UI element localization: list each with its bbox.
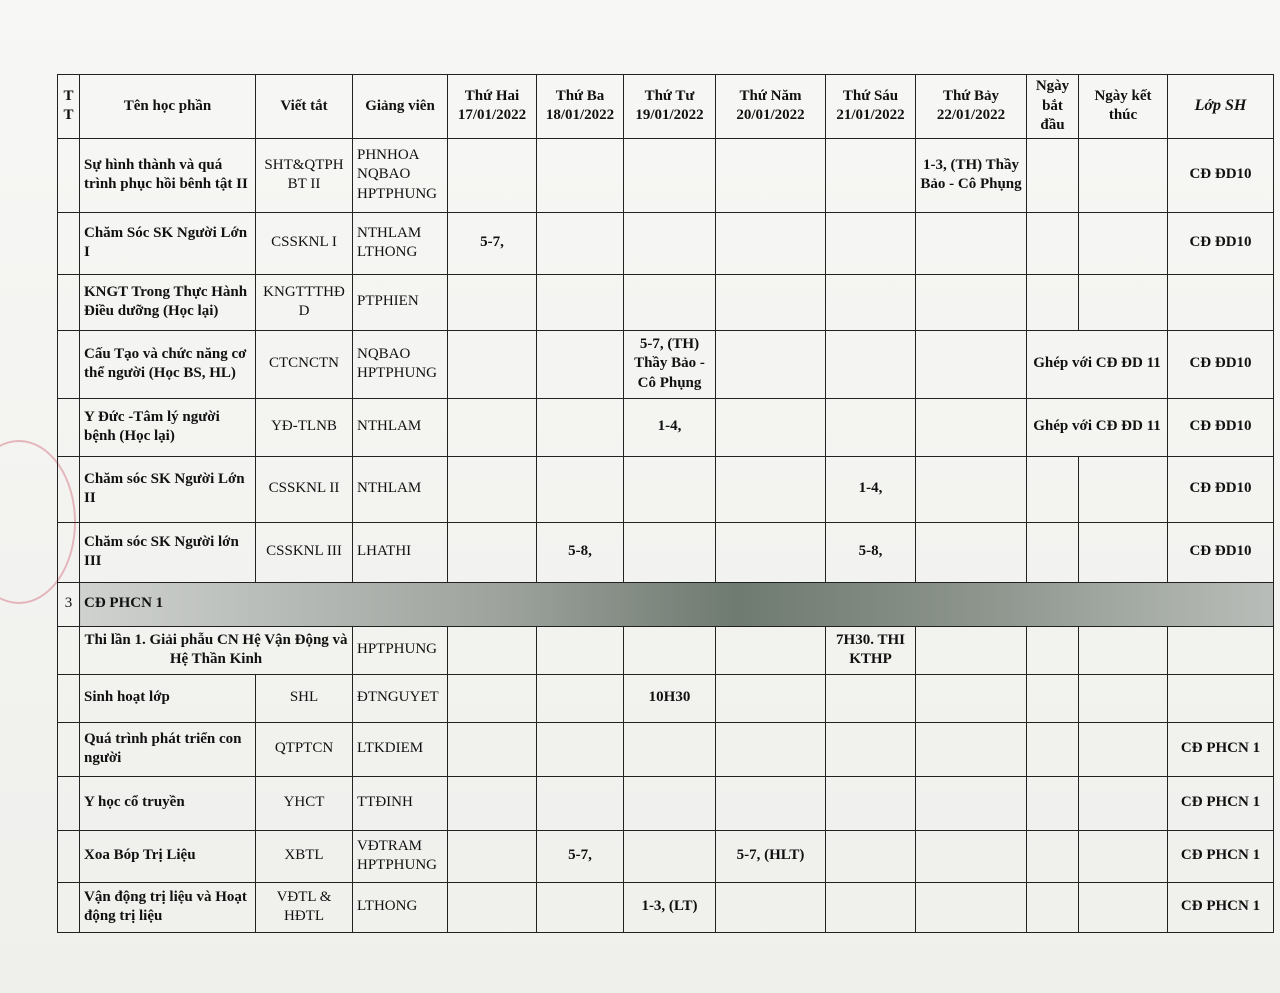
day-4-slot xyxy=(716,138,826,212)
day-4-slot xyxy=(716,212,826,274)
section-name: CĐ PHCN 1 xyxy=(80,582,1274,626)
end-date xyxy=(1079,522,1168,582)
day-6-slot xyxy=(916,830,1027,882)
day-5-slot xyxy=(826,882,916,932)
row-tt xyxy=(58,398,80,456)
lecturer: NQBAO HPTPHUNG xyxy=(353,330,448,398)
day-1-slot xyxy=(448,138,537,212)
course-abbr: SHT&QTPH BT II xyxy=(256,138,353,212)
class-code: CĐ ĐD10 xyxy=(1168,138,1274,212)
day-5-slot xyxy=(826,274,916,330)
day-2-slot: 5-8, xyxy=(537,522,624,582)
day-1-slot xyxy=(448,830,537,882)
day-6-slot: 1-3, (TH) Thầy Bảo - Cô Phụng xyxy=(916,138,1027,212)
day-2-slot xyxy=(537,212,624,274)
header-day-5: Thứ Sáu 21/01/2022 xyxy=(826,75,916,139)
class-code: CĐ ĐD10 xyxy=(1168,212,1274,274)
day-3-slot xyxy=(624,722,716,776)
day-3-slot xyxy=(624,830,716,882)
start-date xyxy=(1027,674,1079,722)
course-abbr: VĐTL & HĐTL xyxy=(256,882,353,932)
day-5-slot xyxy=(826,398,916,456)
day-5-slot xyxy=(826,212,916,274)
day-4-slot xyxy=(716,456,826,522)
day-3-slot: 5-7, (TH) Thầy Bảo - Cô Phụng xyxy=(624,330,716,398)
day-3-slot: 1-3, (LT) xyxy=(624,882,716,932)
course-name: Chăm sóc SK Người Lớn II xyxy=(80,456,256,522)
header-viet-tat: Viết tắt xyxy=(256,75,353,139)
table-row xyxy=(58,456,1274,522)
header-ngay-ket-thuc: Ngày kết thúc xyxy=(1079,75,1168,139)
lecturer: NTHLAM LTHONG xyxy=(353,212,448,274)
day-4-slot xyxy=(716,274,826,330)
row-tt xyxy=(58,626,80,674)
course-abbr: CSSKNL I xyxy=(256,212,353,274)
day-6-slot xyxy=(916,398,1027,456)
lecturer: HPTPHUNG xyxy=(353,626,448,674)
course-abbr: KNGTTTHĐ D xyxy=(256,274,353,330)
start-date xyxy=(1027,830,1079,882)
day-2-slot xyxy=(537,274,624,330)
day-6-slot xyxy=(916,722,1027,776)
course-name: Chăm Sóc SK Người Lớn I xyxy=(80,212,256,274)
course-abbr: YHCT xyxy=(256,776,353,830)
day-3-slot xyxy=(624,274,716,330)
class-code xyxy=(1168,674,1274,722)
section-number: 3 xyxy=(58,582,80,626)
day-2-slot xyxy=(537,722,624,776)
table-row xyxy=(58,882,1274,932)
day-3-slot xyxy=(624,776,716,830)
day-2-slot xyxy=(537,138,624,212)
class-code: CĐ ĐD10 xyxy=(1168,456,1274,522)
row-tt xyxy=(58,212,80,274)
table-row xyxy=(58,212,1274,274)
day-5-slot xyxy=(826,674,916,722)
lecturer: PHNHOA NQBAO HPTPHUNG xyxy=(353,138,448,212)
day-5-slot: 5-8, xyxy=(826,522,916,582)
start-date xyxy=(1027,776,1079,830)
course-name: KNGT Trong Thực Hành Điều dưỡng (Học lại) xyxy=(80,274,256,330)
row-tt xyxy=(58,722,80,776)
lecturer: PTPHIEN xyxy=(353,274,448,330)
class-code: CĐ ĐD10 xyxy=(1168,330,1274,398)
day-6-slot xyxy=(916,522,1027,582)
day-3-slot: 1-4, xyxy=(624,398,716,456)
day-4-slot xyxy=(716,626,826,674)
day-1-slot xyxy=(448,522,537,582)
day-2-slot xyxy=(537,398,624,456)
day-5-slot xyxy=(826,830,916,882)
course-name: Cấu Tạo và chức năng cơ thể người (Học BS, HL) xyxy=(80,330,256,398)
day-1-slot xyxy=(448,626,537,674)
day-5-slot: 7H30. THI KTHP xyxy=(826,626,916,674)
day-4-slot xyxy=(716,722,826,776)
course-abbr: CTCNCTN xyxy=(256,330,353,398)
day-4-slot xyxy=(716,522,826,582)
end-date xyxy=(1079,776,1168,830)
day-2-slot xyxy=(537,776,624,830)
day-4-slot xyxy=(716,330,826,398)
day-6-slot xyxy=(916,330,1027,398)
table-row xyxy=(58,722,1274,776)
lecturer: NTHLAM xyxy=(353,398,448,456)
course-abbr: QTPTCN xyxy=(256,722,353,776)
lecturer: LTKDIEM xyxy=(353,722,448,776)
end-date xyxy=(1079,274,1168,330)
row-tt xyxy=(58,882,80,932)
day-4-slot xyxy=(716,776,826,830)
table-row xyxy=(58,274,1274,330)
header-day-6: Thứ Bảy 22/01/2022 xyxy=(916,75,1027,139)
start-date xyxy=(1027,274,1079,330)
section-row xyxy=(58,582,1274,626)
end-date xyxy=(1079,882,1168,932)
day-5-slot: 1-4, xyxy=(826,456,916,522)
end-date xyxy=(1079,830,1168,882)
table-row xyxy=(58,776,1274,830)
day-3-slot xyxy=(624,138,716,212)
course-name: Sinh hoạt lớp xyxy=(80,674,256,722)
course-name: Y Đức -Tâm lý người bệnh (Học lại) xyxy=(80,398,256,456)
day-6-slot xyxy=(916,626,1027,674)
day-6-slot xyxy=(916,882,1027,932)
class-code: CĐ PHCN 1 xyxy=(1168,776,1274,830)
day-4-slot xyxy=(716,674,826,722)
row-tt xyxy=(58,522,80,582)
course-abbr: YĐ-TLNB xyxy=(256,398,353,456)
day-4-slot xyxy=(716,882,826,932)
row-tt xyxy=(58,776,80,830)
header-day-2: Thứ Ba 18/01/2022 xyxy=(537,75,624,139)
day-3-slot: 10H30 xyxy=(624,674,716,722)
class-code: CĐ PHCN 1 xyxy=(1168,722,1274,776)
lecturer: ĐTNGUYET xyxy=(353,674,448,722)
end-date xyxy=(1079,626,1168,674)
start-date xyxy=(1027,212,1079,274)
lecturer: TTĐINH xyxy=(353,776,448,830)
course-name: Xoa Bóp Trị Liệu xyxy=(80,830,256,882)
course-name: Quá trình phát triển con người xyxy=(80,722,256,776)
course-name: Chăm sóc SK Người lớn III xyxy=(80,522,256,582)
day-3-slot xyxy=(624,626,716,674)
header-day-1: Thứ Hai 17/01/2022 xyxy=(448,75,537,139)
day-2-slot xyxy=(537,626,624,674)
day-6-slot xyxy=(916,456,1027,522)
end-date xyxy=(1079,674,1168,722)
table-row xyxy=(58,330,1274,398)
course-abbr: CSSKNL II xyxy=(256,456,353,522)
header-ten-hoc-phan: Tên học phần xyxy=(80,75,256,139)
schedule-table xyxy=(57,74,1274,933)
row-tt xyxy=(58,456,80,522)
day-3-slot xyxy=(624,212,716,274)
day-1-slot xyxy=(448,722,537,776)
start-date xyxy=(1027,522,1079,582)
exam-row xyxy=(58,626,1274,674)
end-date xyxy=(1079,212,1168,274)
end-date xyxy=(1079,722,1168,776)
header-ngay-bat-dau: Ngày bắt đầu xyxy=(1027,75,1079,139)
header-day-4: Thứ Năm 20/01/2022 xyxy=(716,75,826,139)
day-3-slot xyxy=(624,522,716,582)
class-code xyxy=(1168,626,1274,674)
row-tt xyxy=(58,330,80,398)
day-4-slot xyxy=(716,398,826,456)
course-name: Sự hình thành và quá trình phục hồi bênh tật II xyxy=(80,138,256,212)
row-tt xyxy=(58,830,80,882)
day-2-slot xyxy=(537,882,624,932)
header-row xyxy=(58,75,1274,139)
table-row xyxy=(58,522,1274,582)
start-date xyxy=(1027,882,1079,932)
start-date xyxy=(1027,138,1079,212)
merge-note: Ghép với CĐ ĐD 11 xyxy=(1027,330,1168,398)
course-abbr: CSSKNL III xyxy=(256,522,353,582)
end-date xyxy=(1079,456,1168,522)
merge-note: Ghép với CĐ ĐD 11 xyxy=(1027,398,1168,456)
day-1-slot xyxy=(448,456,537,522)
table-row xyxy=(58,674,1274,722)
day-2-slot xyxy=(537,674,624,722)
day-1-slot xyxy=(448,882,537,932)
day-1-slot: 5-7, xyxy=(448,212,537,274)
day-6-slot xyxy=(916,274,1027,330)
class-code: CĐ PHCN 1 xyxy=(1168,830,1274,882)
row-tt xyxy=(58,138,80,212)
start-date xyxy=(1027,456,1079,522)
day-2-slot xyxy=(537,330,624,398)
course-abbr: SHL xyxy=(256,674,353,722)
end-date xyxy=(1079,138,1168,212)
exam-name: Thi lần 1. Giải phẫu CN Hệ Vận Động và Hệ Thần Kinh xyxy=(80,626,353,674)
start-date xyxy=(1027,626,1079,674)
day-6-slot xyxy=(916,212,1027,274)
lecturer: NTHLAM xyxy=(353,456,448,522)
header-giang-vien: Giảng viên xyxy=(353,75,448,139)
day-1-slot xyxy=(448,398,537,456)
day-1-slot xyxy=(448,674,537,722)
header-day-3: Thứ Tư 19/01/2022 xyxy=(624,75,716,139)
class-code: CĐ PHCN 1 xyxy=(1168,882,1274,932)
class-code: CĐ ĐD10 xyxy=(1168,522,1274,582)
day-6-slot xyxy=(916,674,1027,722)
day-6-slot xyxy=(916,776,1027,830)
class-code: CĐ ĐD10 xyxy=(1168,398,1274,456)
row-tt xyxy=(58,274,80,330)
header-lop-sh: Lớp SH xyxy=(1168,75,1274,139)
row-tt xyxy=(58,674,80,722)
day-1-slot xyxy=(448,274,537,330)
class-code xyxy=(1168,274,1274,330)
course-name: Vận động trị liệu và Hoạt động trị liệu xyxy=(80,882,256,932)
table-row xyxy=(58,138,1274,212)
start-date xyxy=(1027,722,1079,776)
day-3-slot xyxy=(624,456,716,522)
table-row xyxy=(58,398,1274,456)
lecturer: LHATHI xyxy=(353,522,448,582)
course-name: Y học cổ truyền xyxy=(80,776,256,830)
day-2-slot xyxy=(537,456,624,522)
day-5-slot xyxy=(826,138,916,212)
lecturer: VĐTRAM HPTPHUNG xyxy=(353,830,448,882)
day-5-slot xyxy=(826,330,916,398)
course-abbr: XBTL xyxy=(256,830,353,882)
lecturer: LTHONG xyxy=(353,882,448,932)
table-row xyxy=(58,830,1274,882)
day-4-slot: 5-7, (HLT) xyxy=(716,830,826,882)
day-1-slot xyxy=(448,330,537,398)
day-5-slot xyxy=(826,776,916,830)
day-1-slot xyxy=(448,776,537,830)
day-2-slot: 5-7, xyxy=(537,830,624,882)
day-5-slot xyxy=(826,722,916,776)
header-tt: T T xyxy=(58,75,80,139)
